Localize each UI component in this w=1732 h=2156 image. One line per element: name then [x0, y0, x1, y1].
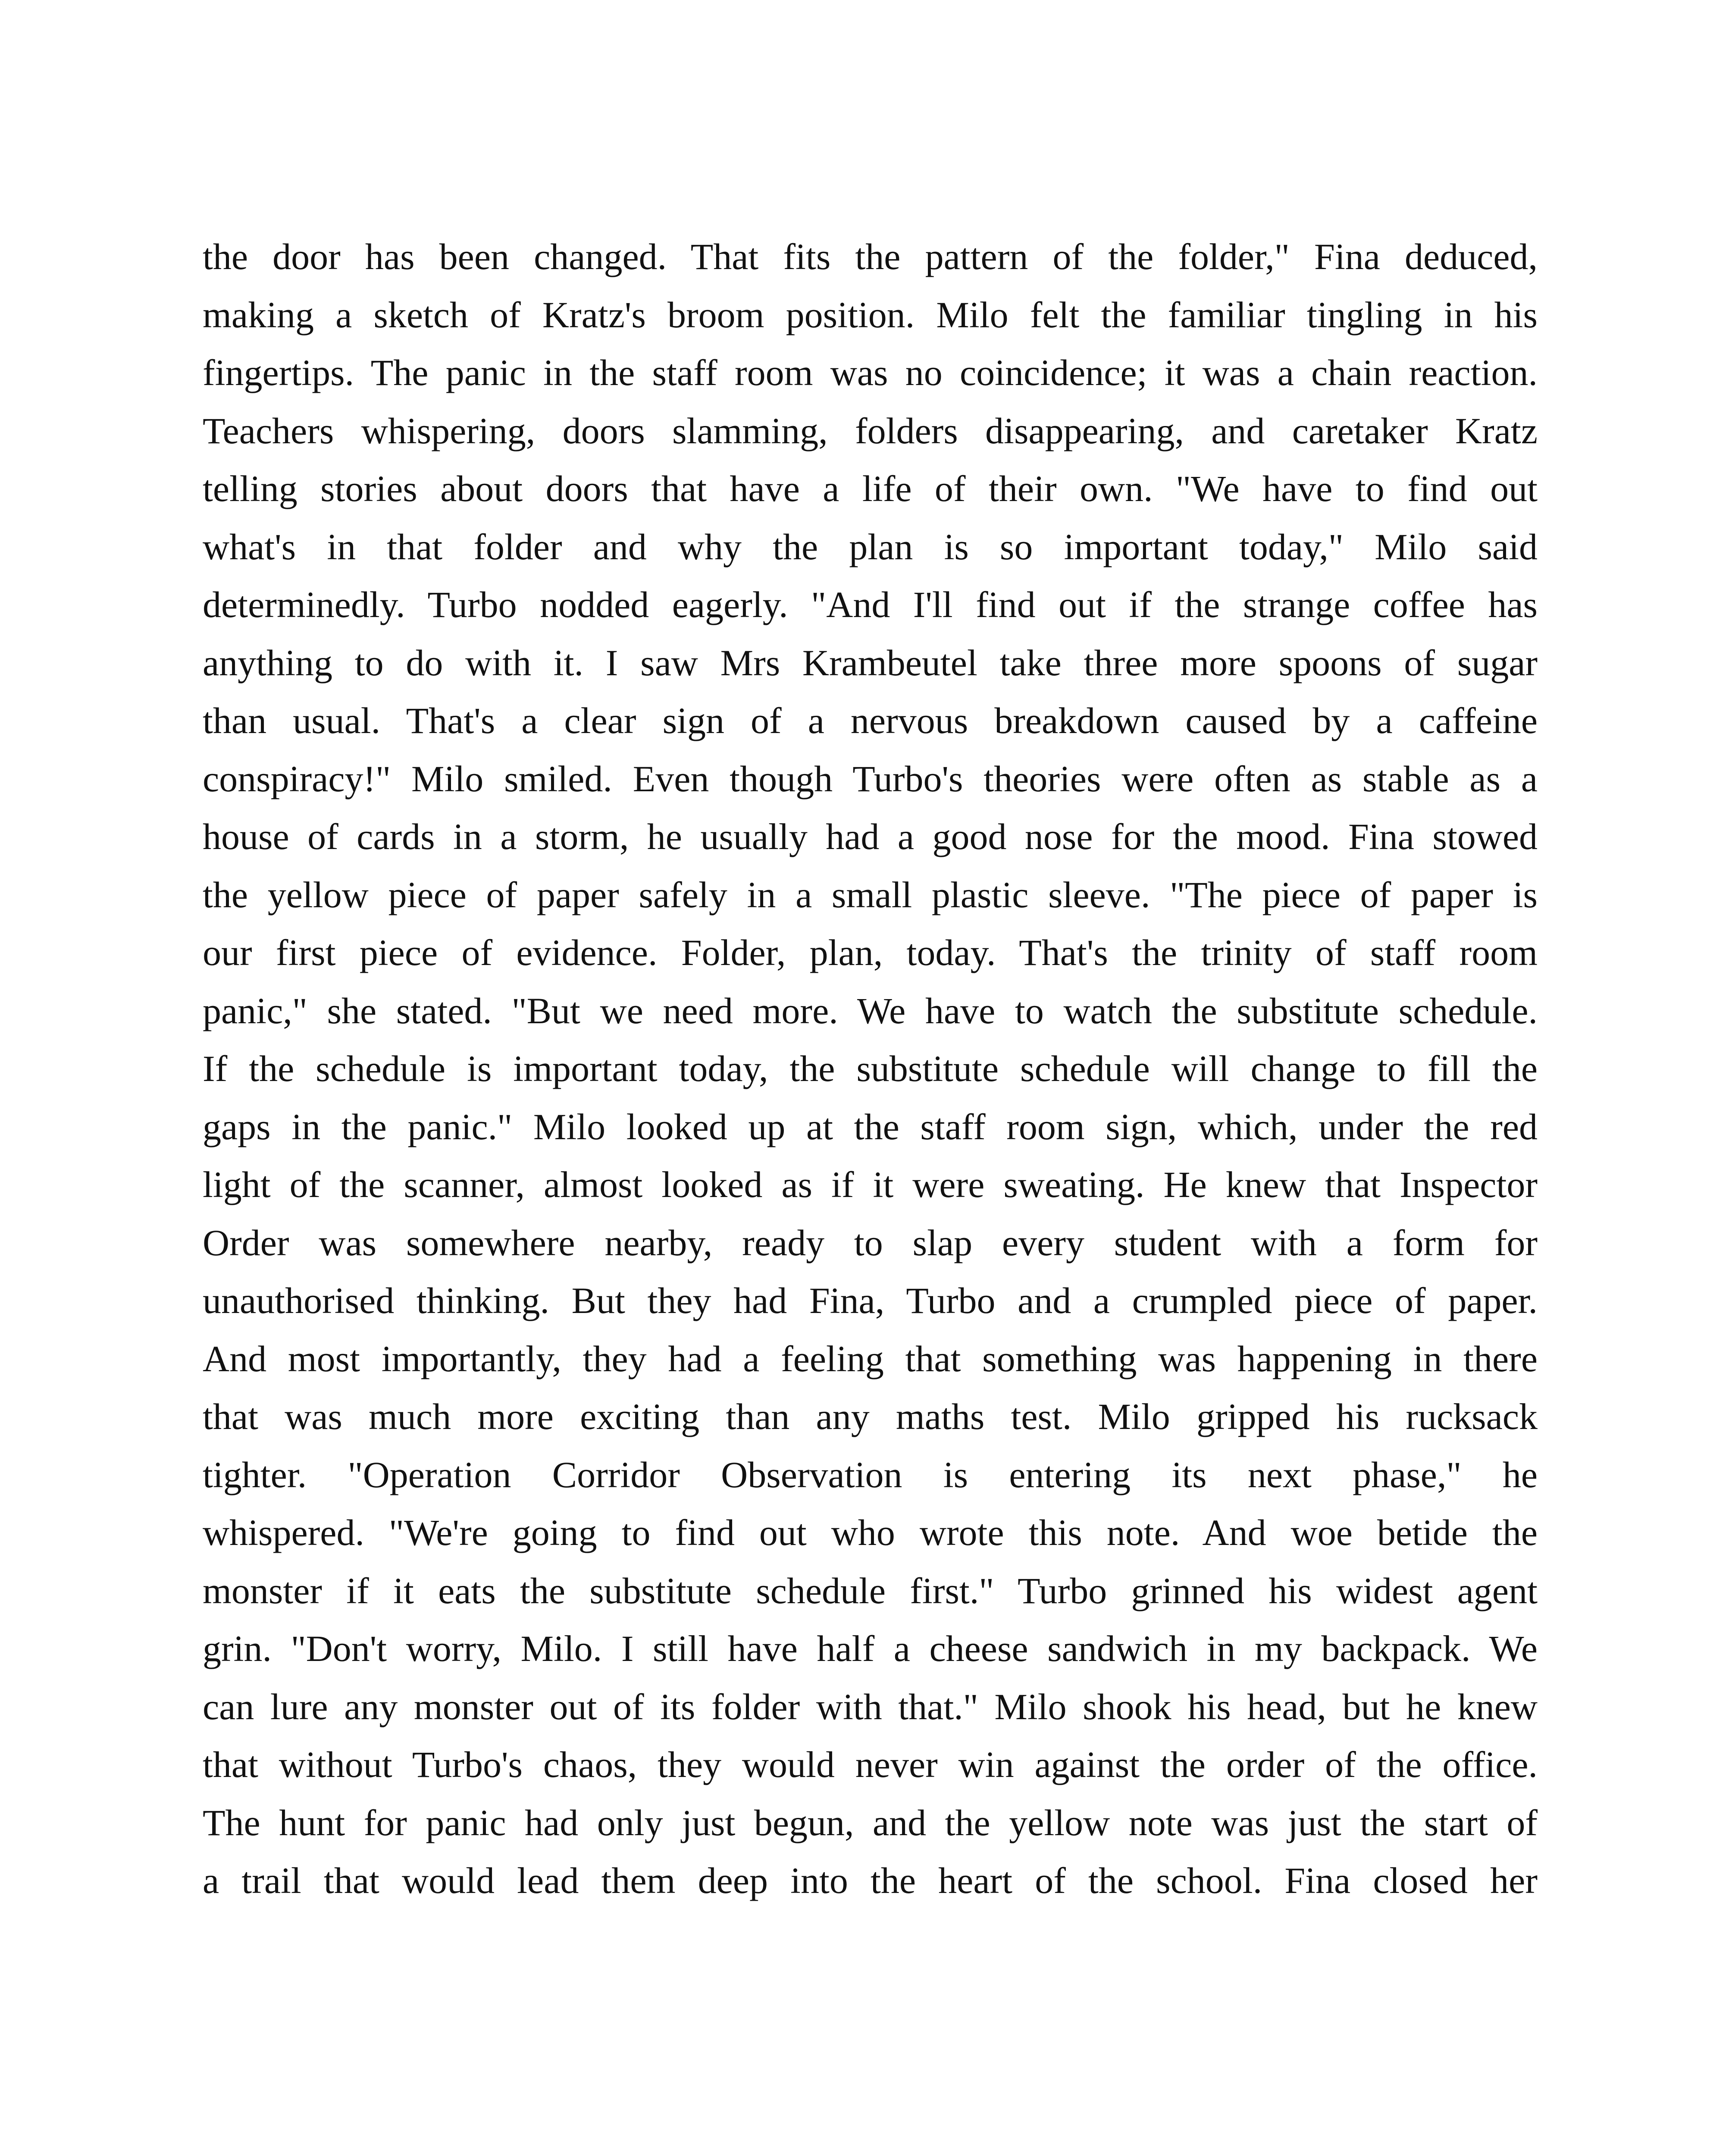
text-line: light of the scanner, almost looked as if it were sweating. He knew that Inspector [203, 1164, 1538, 1205]
text-line: monster if it eats the substitute schedule first." Turbo grinned his widest agent [203, 1570, 1538, 1611]
text-line: making a sketch of Kratz's broom position. Milo felt the familiar tingling in his [203, 294, 1538, 335]
text-line: The hunt for panic had only just begun, and the yellow note was just the start of [203, 1802, 1538, 1843]
text-line: Teachers whispering, doors slamming, folders disappearing, and caretaker Kratz [203, 410, 1538, 451]
text-line: determinedly. Turbo nodded eagerly. "And I'll find out if the strange coffee has [203, 584, 1538, 625]
text-line: can lure any monster out of its folder with that." Milo shook his head, but he knew [203, 1686, 1538, 1727]
body-text [203, 228, 1538, 1910]
text-line: Order was somewhere nearby, ready to slap every student with a form for [203, 1222, 1538, 1263]
text-line: whispered. "We're going to find out who wrote this note. And woe betide the [203, 1512, 1538, 1553]
text-line: than usual. That's a clear sign of a nervous breakdown caused by a caffeine [203, 700, 1538, 741]
text-line: a trail that would lead them deep into the heart of the school. Fina closed her [203, 1860, 1538, 1901]
text-line: unauthorised thinking. But they had Fina, Turbo and a crumpled piece of paper. [203, 1280, 1538, 1321]
text-line: house of cards in a storm, he usually had a good nose for the mood. Fina stowed [203, 816, 1538, 857]
text-line: telling stories about doors that have a life of their own. "We have to find out [203, 468, 1538, 509]
text-line: If the schedule is important today, the substitute schedule will change to fill the [203, 1048, 1538, 1089]
text-line: that was much more exciting than any maths test. Milo gripped his rucksack [203, 1396, 1538, 1437]
text-line: what's in that folder and why the plan is so important today," Milo said [203, 526, 1538, 567]
text-line: panic," she stated. "But we need more. We have to watch the substitute schedule. [203, 990, 1538, 1031]
text-line: And most importantly, they had a feeling that something was happening in there [203, 1338, 1538, 1379]
text-line: fingertips. The panic in the staff room was no coincidence; it was a chain reaction. [203, 352, 1538, 393]
text-line: the yellow piece of paper safely in a small plastic sleeve. "The piece of paper is [203, 874, 1538, 915]
text-line: gaps in the panic." Milo looked up at the staff room sign, which, under the red [203, 1106, 1538, 1147]
text-line: anything to do with it. I saw Mrs Krambeutel take three more spoons of sugar [203, 642, 1538, 683]
text-line: tighter. "Operation Corridor Observation is entering its next phase," he [203, 1454, 1538, 1495]
text-line: our first piece of evidence. Folder, plan, today. That's the trinity of staff room [203, 932, 1538, 973]
text-line: that without Turbo's chaos, they would never win against the order of the office. [203, 1744, 1538, 1785]
text-line: the door has been changed. That fits the pattern of the folder," Fina deduced, [203, 236, 1538, 277]
text-line: grin. "Don't worry, Milo. I still have half a cheese sandwich in my backpack. We [203, 1628, 1538, 1669]
text-line: conspiracy!" Milo smiled. Even though Turbo's theories were often as stable as a [203, 758, 1538, 799]
